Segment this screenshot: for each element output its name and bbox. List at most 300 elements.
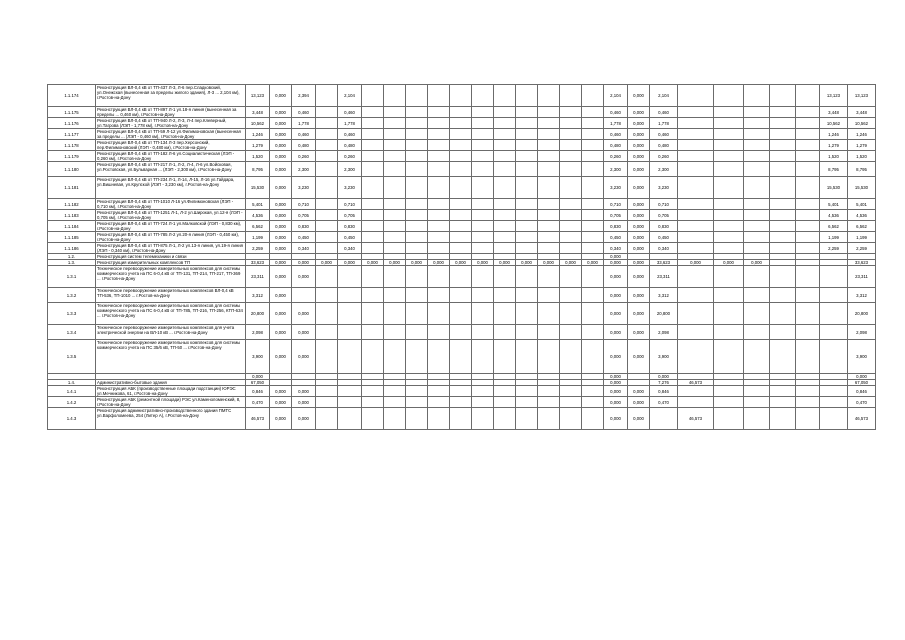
value-cell: 2,259	[820, 243, 848, 254]
value-cell: 0,000	[604, 397, 628, 408]
value-cell	[744, 151, 770, 162]
value-cell	[516, 177, 538, 199]
value-cell: 23,311	[650, 266, 678, 288]
value-cell	[338, 340, 362, 374]
value-cell	[450, 303, 472, 325]
value-cell: 0,480	[292, 140, 316, 151]
value-cell	[494, 303, 516, 325]
value-cell	[678, 340, 714, 374]
value-cell: 6,562	[246, 221, 270, 232]
value-cell: 1,246	[246, 129, 270, 140]
value-cell	[384, 221, 406, 232]
value-cell	[362, 85, 384, 107]
value-cell	[770, 232, 796, 243]
value-cell: 0,000	[494, 260, 516, 266]
value-cell	[494, 288, 516, 303]
value-cell	[472, 386, 494, 397]
value-cell: 0,000	[604, 254, 628, 260]
value-cell	[796, 162, 820, 177]
value-cell	[494, 221, 516, 232]
value-cell: 0,000	[604, 288, 628, 303]
value-cell	[450, 266, 472, 288]
value-cell	[494, 266, 516, 288]
value-cell	[516, 118, 538, 129]
row-code: 1.3.3	[48, 303, 96, 325]
value-cell	[406, 140, 428, 151]
row-name: Техническое перевооружение измерительных комплексов ВЛ-0,4 кВ ТП-536, ТП-1010 ... г.Ростов-на-Дону	[96, 288, 246, 303]
value-cell: 0,000	[406, 260, 428, 266]
value-cell	[560, 303, 582, 325]
value-cell: 2,104	[650, 85, 678, 107]
value-cell	[796, 221, 820, 232]
value-cell	[428, 408, 450, 430]
value-cell: 0,460	[650, 129, 678, 140]
value-cell	[384, 118, 406, 129]
value-cell: 13,123	[246, 85, 270, 107]
value-cell	[472, 118, 494, 129]
value-cell: 46,573	[246, 408, 270, 430]
value-cell	[796, 118, 820, 129]
value-cell	[560, 129, 582, 140]
value-cell: 2,098	[246, 325, 270, 340]
value-cell	[406, 210, 428, 221]
value-cell	[538, 85, 560, 107]
value-cell: 0,260	[604, 151, 628, 162]
row-code: 1.3.5	[48, 340, 96, 374]
value-cell	[384, 140, 406, 151]
value-cell	[714, 140, 744, 151]
value-cell	[472, 243, 494, 254]
value-cell	[450, 243, 472, 254]
value-cell	[384, 85, 406, 107]
value-cell	[714, 129, 744, 140]
value-cell: 46,573	[678, 380, 714, 386]
value-cell	[428, 340, 450, 374]
value-cell	[450, 397, 472, 408]
value-cell	[316, 107, 338, 118]
value-cell	[362, 325, 384, 340]
value-cell: 0,705	[338, 210, 362, 221]
value-cell	[384, 129, 406, 140]
value-cell	[820, 266, 848, 288]
table-row	[48, 162, 876, 177]
value-cell: 0,000	[848, 374, 876, 380]
row-name: Реконструкция ВЛ-0,4 кВ от ТП-59 Л-12 ул.Филимоновская (вынесенная за пределы ... (ЛЭП - 0,460 км), г.Ростов-на-Дону	[96, 129, 246, 140]
value-cell	[472, 340, 494, 374]
value-cell: 0,000	[628, 303, 650, 325]
row-code: 1.1.181	[48, 177, 96, 199]
table-row	[48, 232, 876, 243]
value-cell: 0,460	[604, 107, 628, 118]
value-cell: 6,562	[848, 221, 876, 232]
value-cell: 0,000	[292, 260, 316, 266]
value-cell: 0,000	[628, 288, 650, 303]
row-code: 1.2.	[48, 254, 96, 260]
value-cell	[770, 288, 796, 303]
value-cell: 0,000	[316, 260, 338, 266]
value-cell	[796, 386, 820, 397]
value-cell	[796, 243, 820, 254]
value-cell	[744, 340, 770, 374]
value-cell	[406, 118, 428, 129]
value-cell	[770, 107, 796, 118]
row-code: 1.1.180	[48, 162, 96, 177]
value-cell	[744, 408, 770, 430]
table-row	[48, 408, 876, 430]
value-cell	[516, 325, 538, 340]
value-cell: 0,000	[270, 162, 292, 177]
value-cell	[316, 140, 338, 151]
value-cell	[744, 303, 770, 325]
table-row	[48, 177, 876, 199]
value-cell	[406, 340, 428, 374]
value-cell	[796, 340, 820, 374]
value-cell: 3,448	[820, 107, 848, 118]
value-cell	[406, 232, 428, 243]
row-name: Реконструкция административно-производственного здания ПМТС ул.Варфоломеева, 254 (Литер А), г.Ростов-на-Дону	[96, 408, 246, 430]
value-cell: 0,000	[270, 199, 292, 210]
value-cell: 0,000	[270, 232, 292, 243]
value-cell	[714, 408, 744, 430]
value-cell: 0,340	[338, 243, 362, 254]
value-cell: 23,311	[246, 266, 270, 288]
value-cell: 0,480	[604, 140, 628, 151]
value-cell: 20,800	[650, 303, 678, 325]
value-cell: 0,846	[246, 386, 270, 397]
value-cell: 0,000	[628, 397, 650, 408]
value-cell	[516, 151, 538, 162]
value-cell	[678, 85, 714, 107]
row-name: Реконструкция ВЛ-0,4 кВ от ТП-217 Л-1, Л-2, Л-4, Л-6 ул.Войсковая, ул.Ростовская, ул.Бульварная ... (ЛЭП - 2,300 км), г.Ростов-на-Дону	[96, 162, 246, 177]
value-cell	[494, 151, 516, 162]
row-code: 1.1.182	[48, 199, 96, 210]
value-cell: 0,000	[270, 129, 292, 140]
value-cell	[472, 397, 494, 408]
spreadsheet-page	[47, 84, 869, 430]
value-cell: 0,000	[628, 118, 650, 129]
value-cell	[560, 177, 582, 199]
value-cell: 0,000	[292, 325, 316, 340]
value-cell	[582, 177, 604, 199]
value-cell: 0,846	[650, 386, 678, 397]
value-cell: 3,900	[848, 340, 876, 374]
value-cell	[744, 397, 770, 408]
value-cell	[714, 85, 744, 107]
value-cell	[770, 140, 796, 151]
value-cell: 10,562	[246, 118, 270, 129]
value-cell	[582, 107, 604, 118]
table-row	[48, 243, 876, 254]
value-cell: 0,000	[270, 151, 292, 162]
value-cell	[516, 140, 538, 151]
value-cell: 0,000	[604, 380, 628, 386]
value-cell	[714, 340, 744, 374]
value-cell	[678, 140, 714, 151]
value-cell	[450, 288, 472, 303]
value-cell	[362, 118, 384, 129]
value-cell	[428, 162, 450, 177]
row-code: 1.1.185	[48, 232, 96, 243]
value-cell	[538, 162, 560, 177]
value-cell: 2,300	[292, 162, 316, 177]
value-cell	[714, 303, 744, 325]
value-cell	[678, 107, 714, 118]
value-cell: 46,573	[848, 408, 876, 430]
value-cell	[428, 129, 450, 140]
value-cell	[494, 129, 516, 140]
value-cell	[406, 85, 428, 107]
value-cell: 3,230	[338, 177, 362, 199]
value-cell	[538, 140, 560, 151]
row-code: 1.1.184	[48, 221, 96, 232]
value-cell	[820, 303, 848, 325]
value-cell: 8,795	[848, 162, 876, 177]
value-cell	[338, 288, 362, 303]
value-cell	[582, 325, 604, 340]
value-cell: 0,000	[628, 325, 650, 340]
value-cell	[428, 221, 450, 232]
row-code: 1.1.179	[48, 151, 96, 162]
table-row	[48, 288, 876, 303]
value-cell	[538, 303, 560, 325]
value-cell	[316, 243, 338, 254]
value-cell	[428, 210, 450, 221]
value-cell	[678, 162, 714, 177]
value-cell	[560, 232, 582, 243]
value-cell	[316, 210, 338, 221]
value-cell: 0,450	[604, 232, 628, 243]
table-row	[48, 397, 876, 408]
table-row	[48, 85, 876, 107]
value-cell: 0,000	[450, 260, 472, 266]
value-cell	[796, 266, 820, 288]
table-row	[48, 140, 876, 151]
value-cell	[538, 386, 560, 397]
value-cell	[714, 151, 744, 162]
value-cell	[678, 129, 714, 140]
value-cell: 0,705	[292, 210, 316, 221]
value-cell	[472, 221, 494, 232]
value-cell	[516, 210, 538, 221]
table-row	[48, 151, 876, 162]
value-cell	[820, 408, 848, 430]
value-cell	[428, 177, 450, 199]
row-code: 1.1.178	[48, 140, 96, 151]
value-cell: 0,000	[292, 397, 316, 408]
value-cell: 2,104	[604, 85, 628, 107]
value-cell: 2,259	[246, 243, 270, 254]
value-cell: 0,000	[246, 374, 270, 380]
value-cell	[428, 85, 450, 107]
value-cell	[494, 107, 516, 118]
value-cell	[678, 118, 714, 129]
value-cell: 0,340	[292, 243, 316, 254]
value-cell	[450, 221, 472, 232]
value-cell	[770, 397, 796, 408]
value-cell: 0,000	[270, 177, 292, 199]
row-code: 1.3.4	[48, 325, 96, 340]
value-cell: 0,000	[516, 260, 538, 266]
value-cell	[560, 386, 582, 397]
value-cell: 3,230	[292, 177, 316, 199]
row-code: 1.3.	[48, 260, 96, 266]
row-name: Реконструкция АБК (производственные площади подстанции) ЮРЭС ул.Мечникова, 61, г.Ростов-на-Дону	[96, 386, 246, 397]
value-cell: 0,340	[650, 243, 678, 254]
value-cell: 2,300	[650, 162, 678, 177]
value-cell	[450, 210, 472, 221]
value-cell	[406, 151, 428, 162]
value-cell	[582, 303, 604, 325]
value-cell	[384, 288, 406, 303]
value-cell	[384, 232, 406, 243]
value-cell: 0,830	[338, 221, 362, 232]
value-cell: 1,199	[848, 232, 876, 243]
value-cell	[472, 303, 494, 325]
value-cell	[678, 266, 714, 288]
value-cell	[428, 107, 450, 118]
table-row	[48, 303, 876, 325]
table-row	[48, 221, 876, 232]
table-row	[48, 340, 876, 374]
row-name: Техническое перевооружение измерительных комплексов для учета электрической энергии на ВЛ-10 кВ ... г.Ростов-на-Дону	[96, 325, 246, 340]
value-cell	[316, 340, 338, 374]
value-cell	[316, 288, 338, 303]
value-cell	[428, 266, 450, 288]
value-cell	[770, 177, 796, 199]
value-cell	[820, 386, 848, 397]
value-cell	[770, 386, 796, 397]
value-cell	[362, 107, 384, 118]
value-cell: 0,000	[270, 140, 292, 151]
value-cell	[494, 397, 516, 408]
value-cell	[678, 151, 714, 162]
value-cell	[582, 162, 604, 177]
value-cell	[582, 232, 604, 243]
value-cell	[714, 386, 744, 397]
row-name: Административно-бытовые здания	[96, 380, 246, 386]
value-cell	[744, 266, 770, 288]
value-cell: 6,562	[820, 221, 848, 232]
value-cell	[428, 118, 450, 129]
value-cell	[472, 129, 494, 140]
value-cell	[770, 408, 796, 430]
value-cell: 0,470	[650, 397, 678, 408]
value-cell	[678, 177, 714, 199]
value-cell: 2,104	[338, 85, 362, 107]
value-cell: 0,000	[604, 408, 628, 430]
value-cell: 0,460	[338, 107, 362, 118]
row-code: 1.1.175	[48, 107, 96, 118]
value-cell: 0,000	[628, 85, 650, 107]
value-cell	[678, 303, 714, 325]
value-cell	[714, 288, 744, 303]
value-cell	[796, 303, 820, 325]
value-cell	[384, 199, 406, 210]
value-cell: 2,300	[338, 162, 362, 177]
value-cell	[292, 288, 316, 303]
value-cell	[450, 107, 472, 118]
value-cell: 0,470	[848, 397, 876, 408]
value-cell	[472, 162, 494, 177]
value-cell	[406, 408, 428, 430]
value-cell	[560, 162, 582, 177]
value-cell	[538, 340, 560, 374]
value-cell	[796, 140, 820, 151]
value-cell: 0,260	[338, 151, 362, 162]
row-name: Реконструкция ВЛ-0,4 кВ от ТП-134 Л-3 пер.Херсонский, пер.Филимоновский (ЛЭП - 0,480 км), г.Ростов-на-Дону	[96, 140, 246, 151]
value-cell	[406, 199, 428, 210]
value-cell: 0,000	[560, 260, 582, 266]
value-cell: 67,050	[848, 380, 876, 386]
value-cell	[744, 386, 770, 397]
value-cell	[582, 408, 604, 430]
value-cell	[744, 162, 770, 177]
value-cell: 2,259	[848, 243, 876, 254]
value-cell: 0,000	[270, 243, 292, 254]
value-cell	[316, 151, 338, 162]
value-cell	[384, 177, 406, 199]
value-cell	[516, 386, 538, 397]
value-cell	[450, 232, 472, 243]
value-cell: 20,800	[848, 303, 876, 325]
value-cell	[338, 266, 362, 288]
row-code: 1.1.176	[48, 118, 96, 129]
value-cell	[770, 199, 796, 210]
value-cell	[362, 129, 384, 140]
value-cell	[384, 408, 406, 430]
value-cell: 3,312	[848, 288, 876, 303]
value-cell: 15,530	[848, 177, 876, 199]
investment-program-table	[47, 84, 876, 430]
value-cell	[472, 266, 494, 288]
value-cell	[516, 221, 538, 232]
value-cell	[560, 408, 582, 430]
value-cell	[582, 151, 604, 162]
value-cell: 1,778	[338, 118, 362, 129]
value-cell	[362, 408, 384, 430]
value-cell: 33,623	[246, 260, 270, 266]
value-cell: 0,000	[604, 386, 628, 397]
value-cell	[796, 129, 820, 140]
value-cell	[714, 177, 744, 199]
value-cell	[560, 199, 582, 210]
value-cell	[560, 243, 582, 254]
value-cell: 0,000	[628, 177, 650, 199]
value-cell	[560, 140, 582, 151]
value-cell	[796, 107, 820, 118]
value-cell: 1,279	[848, 140, 876, 151]
value-cell: 4,536	[848, 210, 876, 221]
value-cell	[516, 397, 538, 408]
value-cell: 0,705	[650, 210, 678, 221]
value-cell	[516, 85, 538, 107]
value-cell	[316, 303, 338, 325]
value-cell: 2,300	[604, 162, 628, 177]
value-cell: 0,470	[246, 397, 270, 408]
value-cell: 0,705	[604, 210, 628, 221]
value-cell: 3,448	[246, 107, 270, 118]
value-cell	[494, 140, 516, 151]
value-cell	[714, 325, 744, 340]
value-cell	[450, 408, 472, 430]
value-cell	[362, 303, 384, 325]
value-cell: 0,000	[628, 199, 650, 210]
value-cell	[472, 210, 494, 221]
value-cell	[494, 162, 516, 177]
value-cell	[450, 118, 472, 129]
value-cell: 0,260	[650, 151, 678, 162]
value-cell	[384, 162, 406, 177]
